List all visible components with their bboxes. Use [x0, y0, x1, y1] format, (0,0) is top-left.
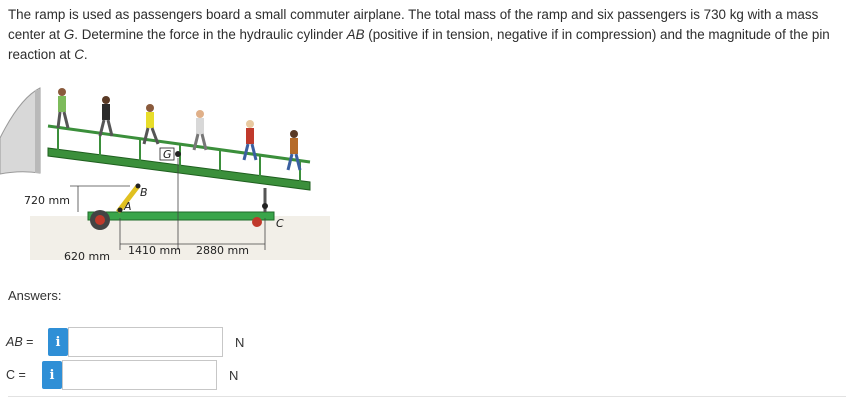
answer-label-ab	[6, 335, 48, 349]
var-g: G	[63, 27, 75, 42]
pin-a	[118, 208, 123, 213]
truck-chassis	[88, 212, 274, 220]
pin-c	[262, 203, 268, 209]
rear-wheel-hub	[252, 217, 262, 227]
problem-text-2: . Determine the force in the hydraulic cylinder	[74, 27, 347, 42]
ab-answer-input[interactable]	[68, 327, 223, 357]
label-g: G	[163, 148, 172, 161]
var-ab: AB	[346, 27, 365, 42]
answer-label-c: C =	[6, 368, 26, 382]
problem-statement	[8, 5, 848, 65]
info-icon[interactable]: i	[42, 361, 62, 389]
divider	[8, 396, 846, 397]
ramp-diagram	[0, 78, 330, 268]
ab-unit: N	[235, 334, 245, 350]
info-icon[interactable]: i	[48, 328, 68, 356]
dim-720: 720 mm	[24, 194, 70, 207]
ramp-figure	[0, 78, 330, 268]
label-a: A	[124, 200, 132, 213]
answer-label-ab-eq: =	[22, 335, 34, 349]
dim-1410: 1410 mm	[128, 244, 181, 257]
label-c: C	[276, 217, 284, 230]
airplane-fuselage	[0, 88, 40, 174]
airplane-door	[35, 90, 40, 173]
dim-620: 620 mm	[64, 250, 110, 263]
problem-text-1: The ramp is used as passengers board a small commuter airplane. The total mass of the ramp and six passengers is 730 kg with a mass center at	[8, 7, 819, 42]
label-b: B	[140, 186, 148, 199]
problem-text-3: (positive if in tension, negative if in compression) and the magnitude of the pin reaction at	[8, 27, 830, 62]
answer-label-ab-var: AB	[6, 335, 23, 349]
var-c: C	[74, 47, 84, 62]
problem-text-4: .	[83, 47, 88, 62]
answer-row-c	[6, 360, 238, 390]
c-unit: N	[229, 367, 239, 383]
front-wheel-hub	[95, 215, 105, 225]
answers-heading: Answers:	[8, 288, 62, 303]
c-answer-input[interactable]	[62, 360, 217, 390]
answer-row-ab	[6, 327, 244, 357]
dim-2880: 2880 mm	[196, 244, 249, 257]
